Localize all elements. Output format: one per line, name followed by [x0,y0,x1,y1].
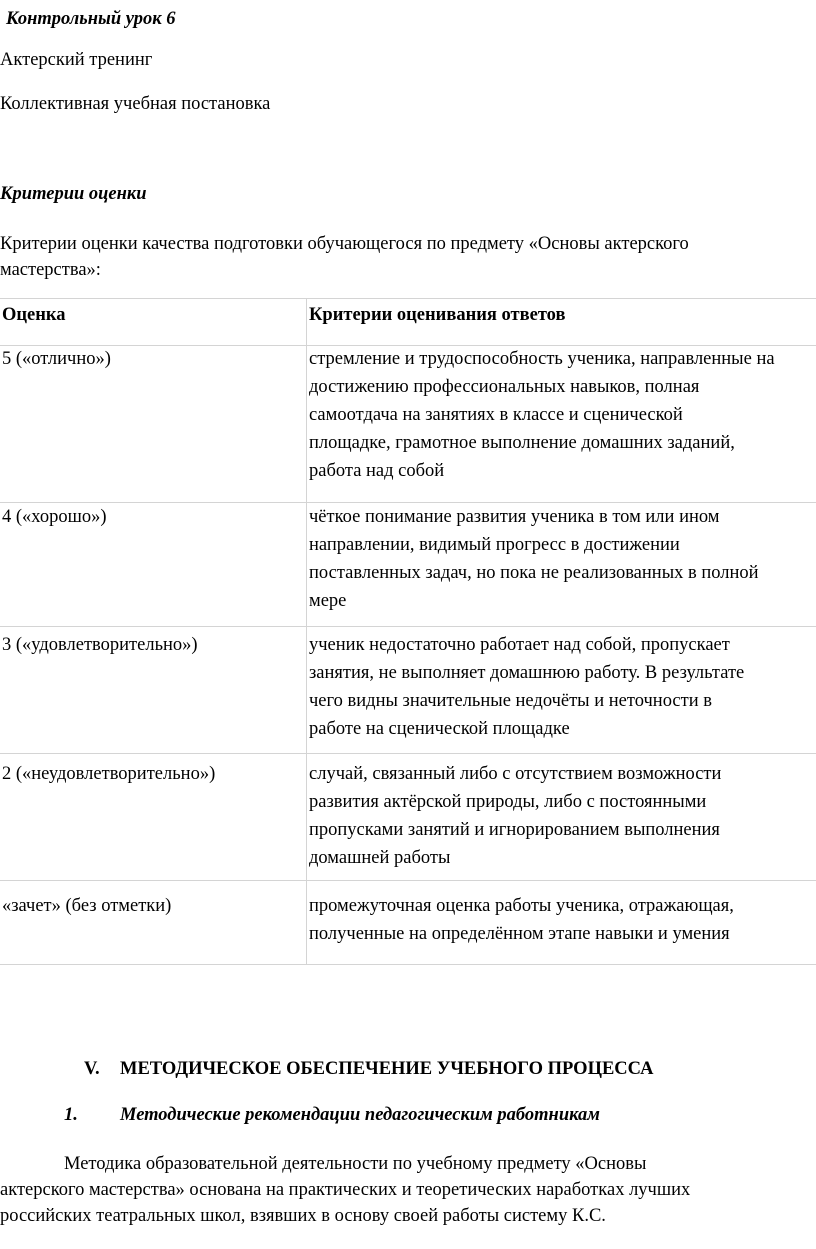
criteria-heading: Критерии оценки [0,184,147,204]
table-row-4-criteria [309,760,721,872]
table-row-3-grade: 3 («удовлетворительно») [2,635,198,655]
table-column-divider [306,298,307,965]
methodology-paragraph-line-2: актерского мастерства» основана на практических и теоретических наработках лучших [0,1180,691,1200]
table-row-4-line-4: домашней работы [309,848,451,868]
table-row-2-line-2: направлении, видимый прогресс в достижении [309,535,680,555]
table-row-5-criteria [309,892,734,948]
table-row-4-line-2: развития актёрской природы, либо с постоянными [309,792,707,812]
methodology-paragraph-line-1: Методика образовательной деятельности по учебному предмету «Основы [64,1154,647,1174]
table-row-1-line-3: самоотдача на занятиях в классе и сценической [309,405,683,425]
table-row-2-grade: 4 («хорошо») [2,507,107,527]
subsection-1-title: Методические рекомендации педагогическим работникам [120,1105,600,1125]
section-5-number: V. [84,1059,100,1079]
table-rule-row-2 [0,626,816,627]
table-row-1-line-1: стремление и трудоспособность ученика, направленные на [309,349,775,369]
table-row-2-line-1: чёткое понимание развития ученика в том или ином [309,507,720,527]
table-row-2-line-3: поставленных задач, но пока не реализованных в полной [309,563,759,583]
criteria-intro-line-1: Критерии оценки качества подготовки обучающегося по предмету «Основы актерского [0,234,689,254]
table-header-grade: Оценка [2,305,66,325]
table-rule-bottom [0,964,816,965]
table-header-criteria: Критерии оценивания ответов [309,305,566,325]
table-row-5-line-1: промежуточная оценка работы ученика, отражающая, [309,896,734,916]
table-row-1-grade: 5 («отлично») [2,349,111,369]
subsection-1-number: 1. [64,1105,78,1125]
table-row-2-criteria [309,503,759,615]
table-row-3-line-2: занятия, не выполняет домашнюю работу. В результате [309,663,745,683]
methodology-paragraph-line-3: российских театральных школ, взявших в основу своей работы систему К.С. [0,1206,606,1226]
table-row-3-line-1: ученик недостаточно работает над собой, пропускает [309,635,730,655]
table-row-1-line-2: достижению профессиональных навыков, полная [309,377,700,397]
table-row-1-criteria [309,345,775,485]
table-row-4-line-1: случай, связанный либо с отсутствием возможности [309,764,722,784]
table-row-3-criteria [309,631,744,743]
table-row-4-grade: 2 («неудовлетворительно») [2,764,216,784]
table-row-3-line-3: чего видны значительные недочёты и неточности в [309,691,712,711]
criteria-intro-line-2: мастерства»: [0,260,101,280]
table-row-2-line-4: мере [309,591,347,611]
table-row-3-line-4: работе на сценической площадке [309,719,570,739]
lesson-title: Контрольный урок 6 [6,9,176,29]
header-line-collective-production: Коллективная учебная постановка [0,94,271,114]
table-row-1-line-5: работа над собой [309,461,445,481]
section-5-title: МЕТОДИЧЕСКОЕ ОБЕСПЕЧЕНИЕ УЧЕБНОГО ПРОЦЕССА [120,1059,654,1079]
table-rule-row-3 [0,753,816,754]
table-row-1-line-4: площадке, грамотное выполнение домашних заданий, [309,433,735,453]
table-row-5-line-2: полученные на определённом этапе навыки и умения [309,924,730,944]
table-rule-top [0,298,816,299]
table-rule-row-4 [0,880,816,881]
table-row-5-grade: «зачет» (без отметки) [2,896,172,916]
table-row-4-line-3: пропусками занятий и игнорированием выполнения [309,820,720,840]
header-line-acting-training: Актерский тренинг [0,50,153,70]
